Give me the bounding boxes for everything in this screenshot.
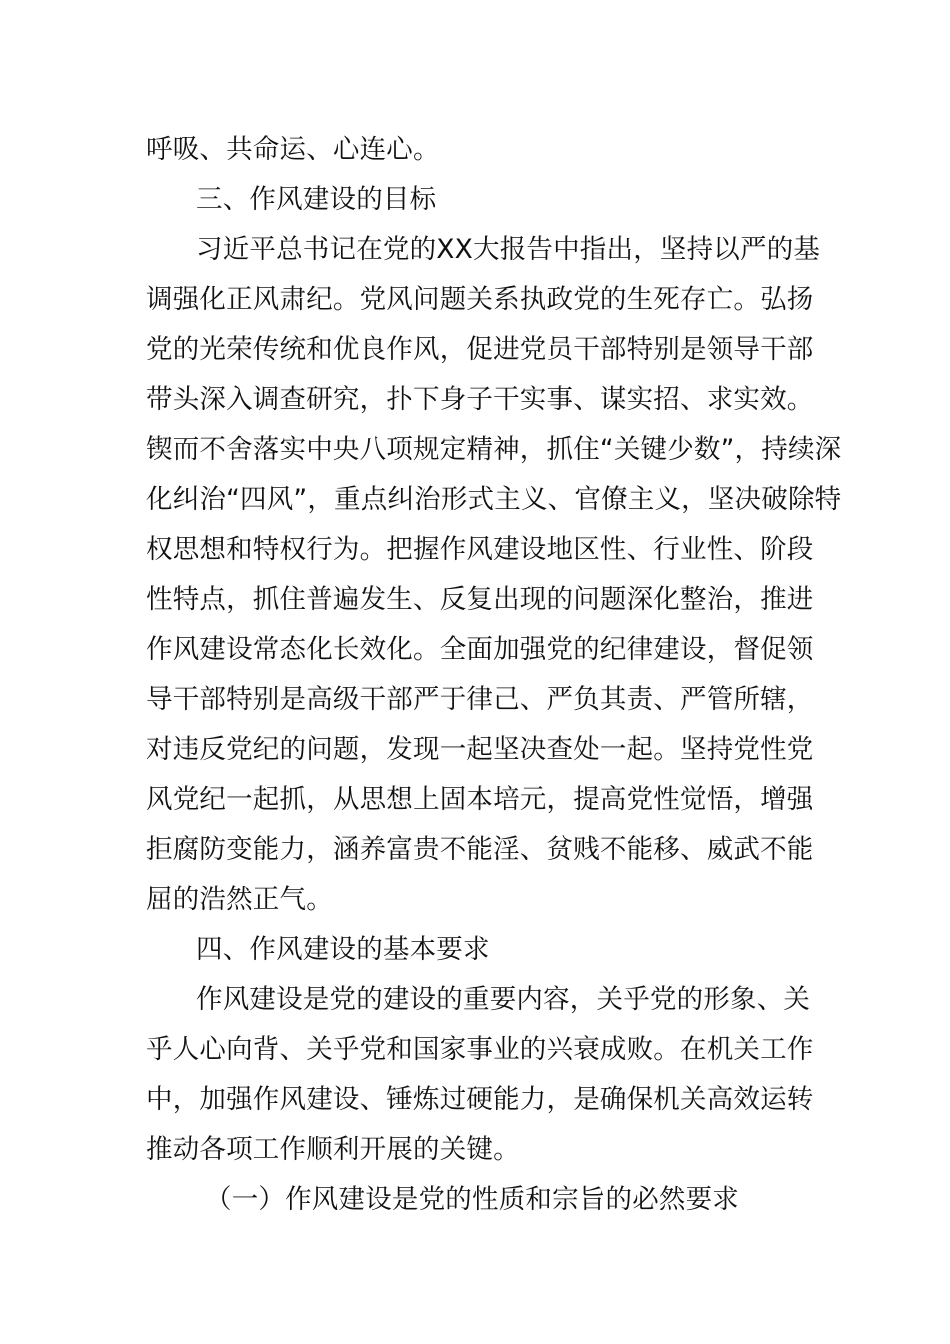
paragraph-line: 乎人心向背、关乎党和国家事业的兴衰成败。在机关工作 [146,1034,814,1065]
paragraph-line: 作风建设是党的建设的重要内容，关乎党的形象、关 [196,984,811,1015]
paragraph-continuation-line: 呼吸、共命运、心连心。 [146,134,440,165]
paragraph-line: 风党纪一起抓，从思想上固本培元，提高党性觉悟，增强 [146,784,814,815]
subsection-heading: （一）作风建设是党的性质和宗旨的必然要求 [205,1184,739,1215]
paragraph-line: 中，加强作风建设、锤炼过硬能力，是确保机关高效运转 [146,1084,814,1115]
paragraph-line: 习近平总书记在党的XX大报告中指出，坚持以严的基 [196,234,821,265]
paragraph-line: 党的光荣传统和优良作风，促进党员干部特别是领导干部 [146,334,814,365]
paragraph-line: 权思想和特权行为。把握作风建设地区性、行业性、阶段 [146,534,814,565]
paragraph-line: 作风建设常态化长效化。全面加强党的纪律建设，督促领 [146,634,814,665]
paragraph-line: 推动各项工作顺利开展的关键。 [146,1134,520,1165]
paragraph-line: 屈的浩然正气。 [146,884,333,915]
paragraph-line: 调强化正风肃纪。党风问题关系执政党的生死存亡。弘扬 [146,284,814,315]
paragraph-line: 对违反党纪的问题，发现一起坚决查处一起。坚持党性党 [146,734,814,765]
paragraph-line: 化纠治“四风”，重点纠治形式主义、官僚主义，坚决破除特 [146,484,842,515]
paragraph-line: 拒腐防变能力，涵养富贵不能淫、贫贱不能移、威武不能 [146,834,814,865]
section-heading-goals: 三、作风建设的目标 [196,184,437,215]
paragraph-line: 性特点，抓住普遍发生、反复出现的问题深化整治，推进 [146,584,814,615]
paragraph-line: 导干部特别是高级干部严于律己、严负其责、严管所辖， [146,684,814,715]
paragraph-line: 锲而不舍落实中央八项规定精神，抓住“关键少数”，持续深 [146,434,842,465]
paragraph-line: 带头深入调查研究，扑下身子干实事、谋实招、求实效。 [146,384,814,415]
section-heading-requirements: 四、作风建设的基本要求 [196,934,490,965]
